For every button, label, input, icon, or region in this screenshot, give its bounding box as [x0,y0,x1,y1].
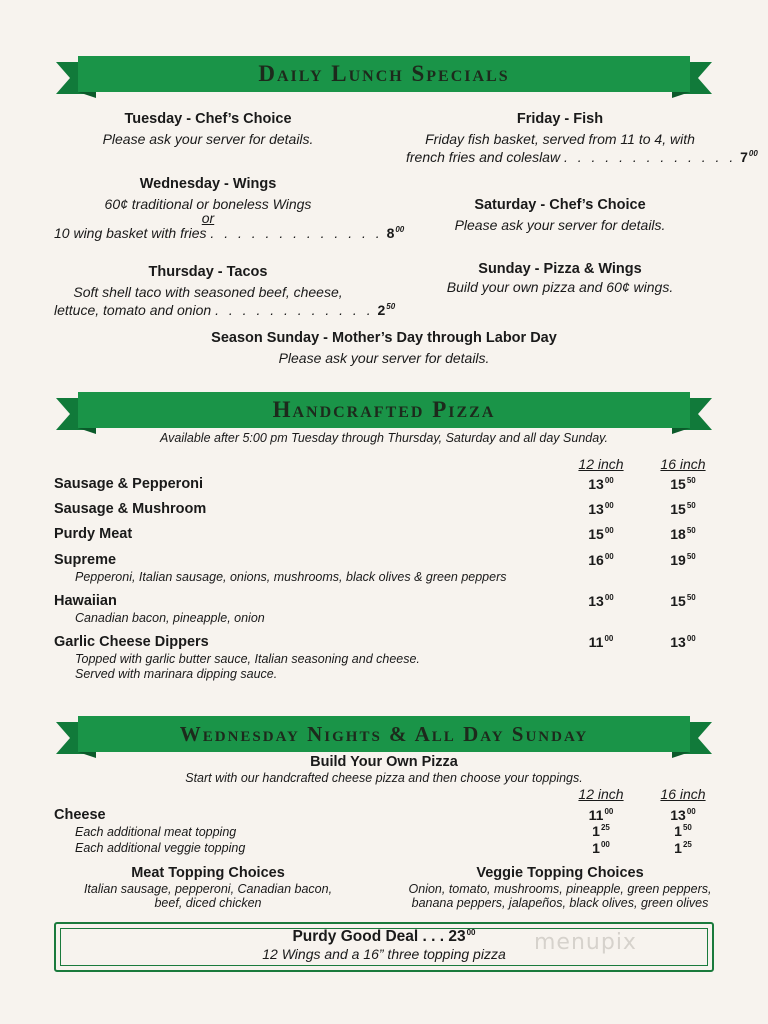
byo-desc: Start with our handcrafted cheese pizza and then choose your toppings. [185,771,583,785]
cheese-price-12: $11^{00}$ [588,807,614,823]
pizza-price-12: $16^{00}$ [588,552,614,568]
pizza-price-16: $19^{50}$ [670,552,696,568]
pizza-desc: Pepperoni, Italian sausage, onions, mushrooms, black olives & green peppers [75,570,507,584]
cheese-price-16: $13^{00}$ [670,807,696,823]
pizza-title: Handcrafted Pizza [272,397,496,422]
meat-choices [54,865,362,910]
pizza-price-16: $13^{00}$ [670,634,696,650]
pizza-name: Purdy Meat [54,526,133,542]
thursday-special [48,264,396,318]
friday-line2-row [406,149,758,165]
pizza-desc: Topped with garlic butter sauce, Italian seasoning and cheese. [75,652,420,666]
pizza-availability: Available after 5:00 pm Tuesday through Thursday, Saturday and all day Sunday. [160,431,608,445]
pizza-name: Sausage & Pepperoni [54,476,204,492]
dot-leader: . . . . . . . . . . . . [215,302,374,318]
dot-leader: . . . . . . . . . . . . . [210,225,383,241]
meat-topping-name: Each additional meat topping [75,825,237,839]
veggie-choices-line2: banana peppers, jalapeños, black olives, green olives [411,896,709,910]
season-title: Season Sunday - Mother’s Day through Labor Day [211,330,557,346]
tuesday-title: Tuesday - Chef’s Choice [124,111,292,127]
pizza-col-12: 12 inch [578,456,624,472]
sunday-desc: Build your own pizza and 60¢ wings. [446,279,674,295]
pizza-price-16: $15^{50}$ [670,593,696,609]
meat-choices-line1: Italian sausage, pepperoni, Canadian bacon, [83,882,333,896]
wednesday-special [48,176,405,241]
pizza-name: Hawaiian [54,593,117,609]
friday-line1: Friday fish basket, served from 11 to 4, with [425,131,695,147]
lunch-specials-title: Daily Lunch Specials [258,61,510,86]
wednesday-line2-row [54,225,405,241]
veggie-topping-price-12: $1^{00}$ [592,840,610,856]
pizza-name: Supreme [54,552,117,568]
pizza-price-12: $13^{00}$ [588,476,614,492]
thursday-title: Thursday - Tacos [148,264,268,280]
wednesday-or: or [201,210,215,226]
wednesday-title: Wednesday - Wings [139,176,277,192]
deal-desc: 12 Wings and a 16” three topping pizza [262,946,506,962]
tuesday-desc: Please ask your server for details. [102,131,314,147]
season-desc: Please ask your server for details. [278,350,490,366]
meat-choices-line2: beef, diced chicken [154,896,262,910]
pizza-price-12: $15^{00}$ [588,526,614,542]
pizza-desc-2: Served with marinara dipping sauce. [75,667,278,681]
wednesday-cents: 00 [395,225,405,234]
thursday-line2: lettuce, tomato and onion [54,302,212,318]
thursday-line1: Soft shell taco with seasoned beef, cheese, [73,284,343,300]
pizza-price-12: $11^{00}$ [588,634,614,650]
lunch-specials-banner [56,50,712,102]
saturday-desc: Please ask your server for details. [454,217,666,233]
cheese-name: Cheese [54,807,106,823]
watermark-logo: menupix [534,930,637,955]
wednesday-line1: 60¢ traditional or boneless Wings [104,196,312,212]
thursday-cents: 50 [386,302,396,311]
wednesday-sunday-title: Wednesday Nights & All Day Sunday [179,721,589,746]
veggie-topping-name: Each additional veggie topping [75,841,246,855]
byo-col-16: 16 inch [660,786,706,802]
deal-title: Purdy Good Deal . . . 23 [292,928,466,945]
friday-line2: french fries and coleslaw [406,149,561,165]
friday-cents: 00 [748,149,758,158]
pizza-price-12: $13^{00}$ [588,501,614,517]
meat-choices-title: Meat Topping Choices [131,865,285,881]
friday-special [396,111,758,165]
veggie-choices [396,865,724,910]
pizza-price-16: $18^{50}$ [670,526,696,542]
veggie-choices-title: Veggie Topping Choices [476,865,644,881]
pizza-desc: Canadian bacon, pineapple, onion [75,611,265,625]
pizza-col-16: 16 inch [660,456,706,472]
byo-col-12: 12 inch [578,786,624,802]
veggie-choices-line1: Onion, tomato, mushrooms, pineapple, green peppers, [408,882,712,896]
pizza-price-16: $15^{50}$ [670,476,696,492]
pizza-price-12: $13^{00}$ [588,593,614,609]
saturday-special [396,197,724,233]
byo-title: Build Your Own Pizza [310,754,458,770]
deal-cents: 00 [466,928,476,937]
pizza-name: Sausage & Mushroom [54,501,207,517]
tuesday-special [48,111,368,147]
sunday-special [396,261,724,295]
dot-leader: . . . . . . . . . . . . . [563,149,737,165]
thursday-price: 2 [377,302,386,318]
friday-price: 7 [740,149,748,165]
saturday-title: Saturday - Chef’s Choice [474,197,646,213]
wednesday-line2: 10 wing basket with fries [54,225,207,241]
pizza-price-16: $15^{50}$ [670,501,696,517]
byo-heading [54,754,714,785]
meat-topping-price-16: $1^{50}$ [674,823,692,839]
pizza-name: Garlic Cheese Dippers [54,634,209,650]
veggie-topping-price-16: $1^{25}$ [674,840,692,856]
meat-topping-price-12: $1^{25}$ [592,823,610,839]
wednesday-price: 8 [386,225,395,241]
friday-title: Friday - Fish [516,111,604,127]
sunday-title: Sunday - Pizza & Wings [478,261,642,277]
thursday-line2-row [54,302,396,318]
season-sunday-special [140,330,628,366]
